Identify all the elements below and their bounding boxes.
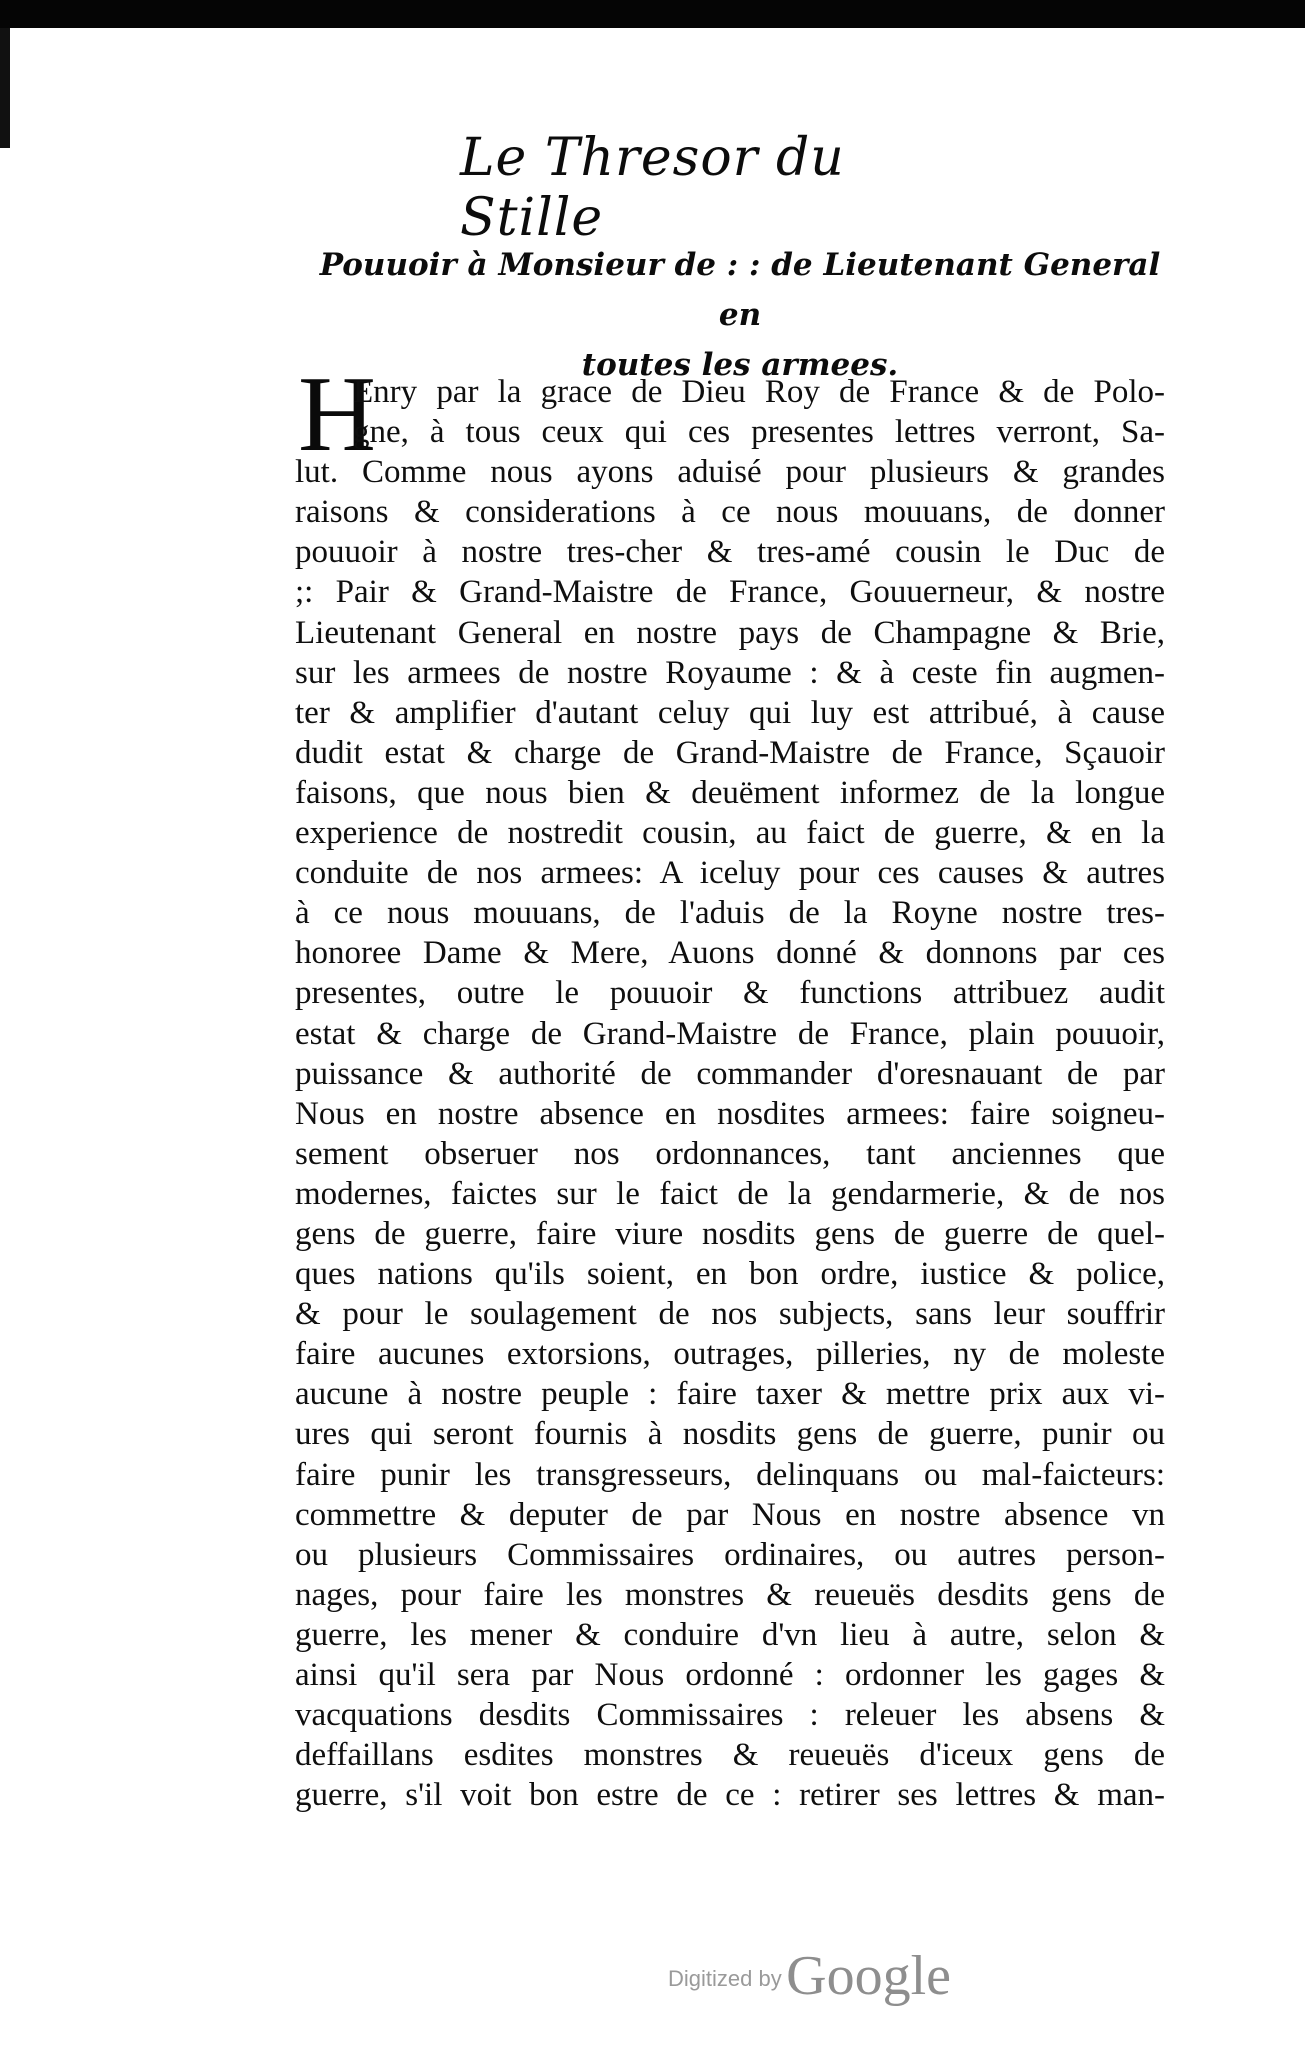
body-line: puissance & authorité de commander d'oresnauant de par: [295, 1055, 1165, 1092]
running-head: Le Thresor du Stille: [460, 128, 845, 248]
body-line: pouuoir à nostre tres-cher & tres-amé cousin le Duc de: [295, 534, 1165, 571]
body-line: Lieutenant General en nostre pays de Champagne & Brie,: [295, 614, 1165, 651]
body-line: & pour le soulagement de nos subjects, sans leur souffrir: [295, 1296, 1165, 1333]
body-line: honoree Dame & Mere, Auons donné & donnons par ces: [295, 935, 1165, 972]
watermark-digitized-by: Digitized by: [668, 1966, 782, 1991]
body-line: aucune à nostre peuple : faire taxer & mettre prix aux vi-: [295, 1376, 1165, 1413]
body-line: dudit estat & charge de Grand-Maistre de France, Sçauoir: [295, 734, 1165, 771]
body-line: à ce nous mouuans, de l'aduis de la Royne nostre tres-: [295, 895, 1165, 932]
body-line: raisons & considerations à ce nous mouuans, de donner: [295, 494, 1165, 531]
body-line: vacquations desdits Commissaires : releuer les absens &: [295, 1697, 1165, 1734]
body-line: commettre & deputer de par Nous en nostre absence vn: [295, 1496, 1165, 1533]
body-line: faire aucunes extorsions, outrages, pilleries, ny de moleste: [295, 1336, 1165, 1373]
body-line: ter & amplifier d'autant celuy qui luy est attribué, à cause: [295, 694, 1165, 731]
body-line: nages, pour faire les monstres & reueuës desdits gens de: [295, 1576, 1165, 1613]
body-line: estat & charge de Grand-Maistre de France, plain pouuoir,: [295, 1015, 1165, 1052]
body-line: faire punir les transgresseurs, delinquans ou mal-faicteurs:: [295, 1456, 1165, 1493]
body-line: sement obseruer nos ordonnances, tant anciennes que: [295, 1135, 1165, 1172]
section-title-line-2: toutes les armees.: [581, 347, 899, 383]
body-line: sur les armees de nostre Royaume : & à ceste fin augmen-: [295, 654, 1165, 691]
body-line: ainsi qu'il sera par Nous ordonné : ordonner les gages &: [295, 1657, 1165, 1693]
body-line: presentes, outre le pouuoir & functions attribuez audit: [295, 975, 1165, 1012]
body-line: gens de guerre, faire viure nosdits gens de guerre de quel-: [295, 1215, 1165, 1252]
body-line: ures qui seront fournis à nosdits gens de guerre, punir ou: [295, 1416, 1165, 1453]
body-line: experience de nostredit cousin, au faict de guerre, & en la: [295, 815, 1165, 852]
body-line: lut. Comme nous ayons aduisé pour plusieurs & grandes: [295, 454, 1165, 491]
body-line: ;: Pair & Grand-Maistre de France, Gouuerneur, & nostre: [295, 574, 1165, 611]
body-line: gne, à tous ceux qui ces presentes lettres verront, Sa-: [353, 414, 1165, 451]
body-line: conduite de nos armees: A iceluy pour ces causes & autres: [295, 855, 1165, 892]
scan-top-edge: [0, 0, 1305, 28]
drop-cap: H: [298, 355, 376, 474]
body-line: faisons, que nous bien & deuëment informez de la longue: [295, 774, 1165, 811]
body-line: ou plusieurs Commissaires ordinaires, ou autres person-: [295, 1536, 1165, 1573]
scan-left-edge: [0, 28, 10, 148]
body-line: Nous en nostre absence en nosdites armees: faire soigneu-: [295, 1095, 1165, 1132]
body-line: ques nations qu'ils soient, en bon ordre, iustice & police,: [295, 1256, 1165, 1293]
body-line: modernes, faictes sur le faict de la gendarmerie, & de nos: [295, 1175, 1165, 1212]
google-watermark: [668, 1944, 951, 2008]
section-title-line-1: Pouuoir à Monsieur de : : de Lieutenant General en: [319, 247, 1161, 333]
body-line: guerre, s'il voit bon estre de ce : retirer ses lettres & man-: [295, 1777, 1165, 1814]
watermark-google-logo: Google: [786, 1945, 952, 2007]
body-line: guerre, les mener & conduire d'vn lieu à autre, selon &: [295, 1616, 1165, 1653]
section-title: [310, 240, 1170, 390]
body-line: deffaillans esdites monstres & reueuës d'iceux gens de: [295, 1737, 1165, 1774]
body-line: Enry par la grace de Dieu Roy de France & de Polo-: [353, 374, 1165, 410]
